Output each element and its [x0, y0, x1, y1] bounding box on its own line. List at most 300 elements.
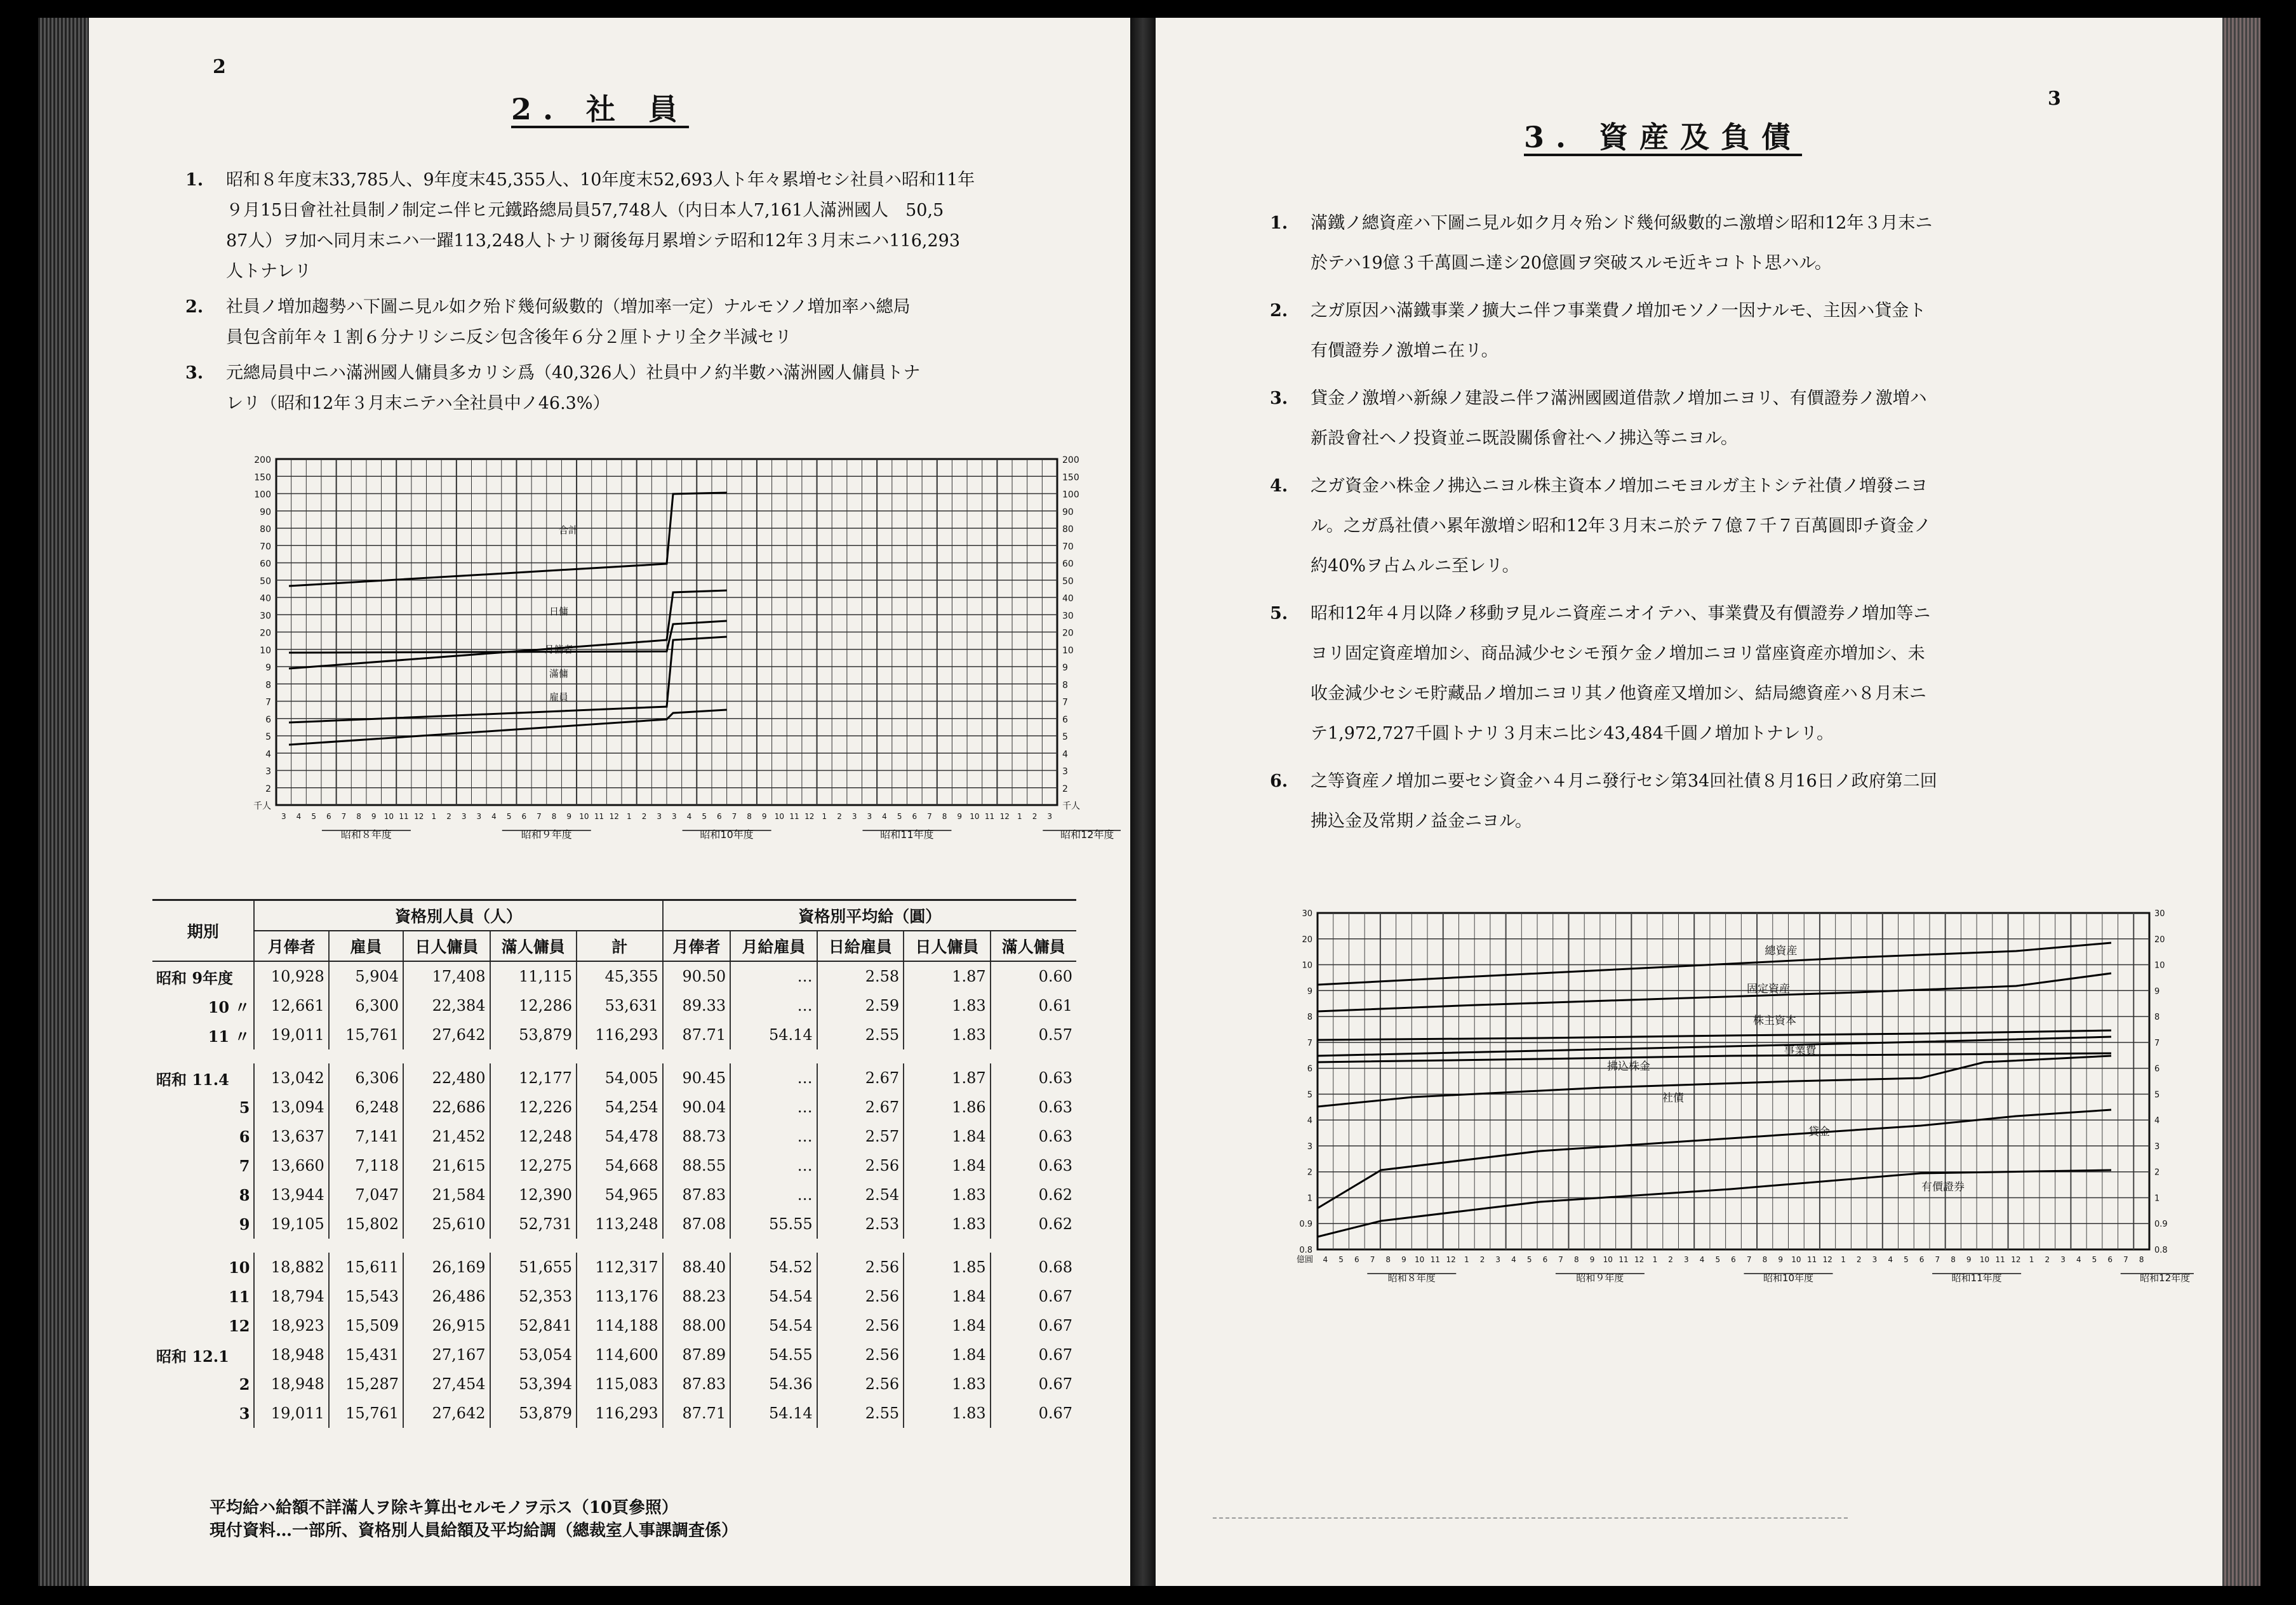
table-cell: 6,306: [329, 1063, 403, 1093]
table-cell: 52,841: [490, 1311, 577, 1340]
paragraph-3: [1270, 378, 2121, 458]
table-cell: 54.54: [730, 1311, 817, 1340]
table-row: [152, 1151, 1076, 1180]
month-tick: 1: [822, 812, 827, 821]
month-tick: 2: [1479, 1255, 1485, 1264]
table-cell: 88.00: [663, 1311, 731, 1340]
table-cell: 13,637: [254, 1122, 328, 1151]
month-tick: 3: [867, 812, 872, 821]
table-cell: 54.52: [730, 1253, 817, 1282]
paragraph-text: [1311, 203, 1932, 283]
table-cell: 2.56: [817, 1311, 904, 1340]
month-tick: 11: [399, 812, 409, 821]
table-cell: 54,668: [577, 1151, 663, 1180]
period-label: 昭和12年度: [1060, 829, 1114, 841]
table-cell: 2.57: [817, 1122, 904, 1151]
axis-tick-left: 1: [1307, 1194, 1312, 1204]
table-cell: 1.83: [904, 1399, 990, 1428]
row-label: 昭和 12.1: [156, 1347, 229, 1366]
axis-tick-right: 0.9: [2154, 1220, 2168, 1230]
table-row: [152, 1369, 1076, 1399]
month-tick: 9: [1401, 1255, 1406, 1264]
table-cell: 15,802: [329, 1209, 403, 1239]
month-tick: 4: [491, 812, 497, 821]
table-cell: 55.55: [730, 1209, 817, 1239]
month-tick: 6: [716, 812, 722, 821]
axis-tick-right: 4: [1062, 749, 1068, 760]
table-cell: 12,286: [490, 991, 577, 1020]
month-tick: 1: [627, 812, 632, 821]
table-cell: 1.83: [904, 991, 990, 1020]
period-label: 昭和11年度: [1951, 1272, 2002, 1284]
table-cell: 2.67: [817, 1093, 904, 1122]
month-tick: 7: [1746, 1255, 1752, 1264]
month-tick: 10: [384, 812, 394, 821]
axis-tick-right: 20: [1062, 628, 1074, 639]
text-line: 收金減少セシモ貯藏品ノ増加ニヨリ其ノ他資産又増加シ、結局總資産ハ８月末ニ: [1311, 684, 1926, 703]
table-cell: 87.89: [663, 1340, 731, 1369]
table-cell: 87.83: [663, 1180, 731, 1209]
table-cell: 12,390: [490, 1180, 577, 1209]
table-cell: 54,005: [577, 1063, 663, 1093]
row-label: 10 〃: [208, 997, 250, 1016]
paragraph-3: [185, 358, 1087, 419]
table-row: [152, 961, 1076, 991]
table-cell: 27,454: [403, 1369, 490, 1399]
axis-tick-right: 8: [2154, 1013, 2160, 1023]
month-tick: 9: [371, 812, 377, 821]
axis-tick-right: 10: [2154, 961, 2165, 971]
axis-tick-right: 0.8: [2154, 1246, 2168, 1255]
month-tick: 9: [1589, 1255, 1595, 1264]
month-tick: 8: [356, 812, 361, 821]
table-cell: 2.55: [817, 1020, 904, 1049]
month-tick: 3: [461, 812, 467, 821]
month-tick: 4: [882, 812, 887, 821]
paragraph-1: [185, 165, 1087, 287]
month-tick: 9: [1778, 1255, 1783, 1264]
month-tick: 1: [2029, 1255, 2034, 1264]
month-tick: 7: [341, 812, 347, 821]
table-cell: 52,353: [490, 1282, 577, 1311]
axis-tick-right: 9: [1062, 663, 1068, 673]
text-line: 有價證券ノ激増ニ在リ。: [1311, 341, 1498, 361]
text-line: ル。之ガ爲社債ハ累年激増シ昭和12年３月末ニ於テ７億７千７百萬圓即チ資金ノ: [1311, 516, 1932, 536]
table-cell: 13,094: [254, 1093, 328, 1122]
month-tick: 7: [2123, 1255, 2128, 1264]
table-cell: 15,431: [329, 1340, 403, 1369]
table-cell: 1.85: [904, 1253, 990, 1282]
month-tick: 7: [537, 812, 542, 821]
group-header-staff: 資格別人員（人）: [254, 900, 662, 931]
table-cell: 52,731: [490, 1209, 577, 1239]
table-cell: 0.63: [991, 1063, 1076, 1093]
table-cell: 7,047: [329, 1180, 403, 1209]
row-label: 11 〃: [208, 1027, 250, 1046]
table-row: [152, 1020, 1076, 1049]
month-tick: 2: [1032, 812, 1038, 821]
row-label: 11: [229, 1287, 250, 1306]
axis-tick-right: 3: [2154, 1142, 2160, 1152]
table-cell: 1.83: [904, 1020, 990, 1049]
axis-tick-left: 千人: [253, 801, 271, 811]
axis-tick-right: 7: [1062, 697, 1068, 708]
text-line: 之ガ資金ハ株金ノ拂込ニヨル株主資本ノ増加ニモヨルガ主トシテ社債ノ増發ニヨ: [1311, 476, 1928, 496]
month-tick: 8: [1762, 1255, 1768, 1264]
axis-tick-left: 3: [1307, 1142, 1312, 1152]
series-label: 雇員: [549, 691, 569, 703]
text-line: 貸金ノ激増ハ新線ノ建設ニ伴フ滿洲國國道借款ノ増加ニヨリ、有價證券ノ激増ハ: [1311, 389, 1927, 408]
table-cell: …: [730, 1063, 817, 1093]
table-cell: 2.59: [817, 991, 904, 1020]
table-cell: 15,509: [329, 1311, 403, 1340]
table-cell: 13,042: [254, 1063, 328, 1093]
axis-tick-right: 90: [1062, 507, 1074, 517]
table-cell: 0.68: [991, 1253, 1076, 1282]
period-label: 昭和９年度: [1576, 1272, 1624, 1284]
period-label: 昭和８年度: [340, 829, 392, 841]
series-line: [289, 590, 727, 669]
month-tick: 7: [731, 812, 737, 821]
table-row: [152, 1399, 1076, 1428]
page-title: 3. 資産及負債: [1524, 120, 1803, 154]
row-label: 2: [239, 1375, 250, 1394]
table-cell: 22,686: [403, 1093, 490, 1122]
month-tick: 5: [311, 812, 316, 821]
text-line: 之等資産ノ増加ニ要セシ資金ハ４月ニ發行セシ第34回社債８月16日ノ政府第二回: [1311, 771, 1937, 791]
month-tick: 9: [566, 812, 572, 821]
table-cell: 27,167: [403, 1340, 490, 1369]
table-cell: 0.60: [991, 961, 1076, 991]
table-cell: 116,293: [577, 1399, 663, 1428]
table-cell: 0.67: [991, 1340, 1076, 1369]
table-cell: 1.83: [904, 1369, 990, 1399]
footer-rule: [1213, 1517, 1848, 1519]
table-cell: 12,248: [490, 1122, 577, 1151]
month-tick: 1: [1017, 812, 1022, 821]
month-tick: 6: [521, 812, 527, 821]
table-cell: 112,317: [577, 1253, 663, 1282]
axis-tick-right: 60: [1062, 559, 1074, 569]
table-cell: 0.61: [991, 991, 1076, 1020]
assets-line-chart: [1286, 903, 2194, 1310]
axis-tick-left: 7: [265, 697, 271, 708]
table-cell: …: [730, 1093, 817, 1122]
col-header: 日人傭員: [904, 931, 990, 961]
col-header: 計: [577, 931, 663, 961]
text-line: 昭和８年度末33,785人、9年度末45,355人、10年度末52,693人ト年々累増セシ社員ハ昭和11年: [226, 170, 975, 190]
axis-tick-left: 8: [1307, 1013, 1312, 1023]
text-line: 新設會社ヘノ投資並ニ既設關係會社ヘノ拂込等ニヨル。: [1311, 429, 1738, 448]
table-cell: 7,141: [329, 1122, 403, 1151]
axis-tick-left: 4: [1307, 1116, 1312, 1126]
table-cell: 1.87: [904, 1063, 990, 1093]
col-header: 月俸者: [254, 931, 328, 961]
month-tick: 5: [506, 812, 512, 821]
month-tick: 2: [641, 812, 647, 821]
month-tick: 5: [2092, 1255, 2097, 1264]
table-row: [152, 1063, 1076, 1093]
table-cell: 53,879: [490, 1020, 577, 1049]
axis-tick-left: 0.8: [1299, 1246, 1312, 1255]
table-cell: 15,761: [329, 1020, 403, 1049]
month-tick: 8: [942, 812, 947, 821]
table-cell: 27,642: [403, 1399, 490, 1428]
month-tick: 6: [912, 812, 918, 821]
month-tick: 4: [686, 812, 692, 821]
table-cell: 90.45: [663, 1063, 731, 1093]
table-cell: 89.33: [663, 991, 731, 1020]
paragraph-4: [1270, 466, 2121, 586]
left-page: [89, 18, 1130, 1586]
axis-tick-left: 80: [260, 524, 271, 535]
table-cell: 53,879: [490, 1399, 577, 1428]
table-cell: 54,965: [577, 1180, 663, 1209]
axis-tick-left: 200: [254, 455, 271, 465]
axis-tick-right: 20: [2154, 935, 2165, 945]
axis-tick-right: 150: [1062, 472, 1079, 483]
axis-tick-left: 0.9: [1299, 1220, 1312, 1230]
row-label: 3: [239, 1404, 250, 1423]
month-tick: 1: [431, 812, 437, 821]
month-tick: 6: [326, 812, 331, 821]
table-cell: 2.56: [817, 1340, 904, 1369]
period-label: 昭和10年度: [700, 829, 754, 841]
table-cell: 0.67: [991, 1399, 1076, 1428]
month-tick: 8: [747, 812, 752, 821]
series-label: 日傭: [549, 606, 569, 617]
text-line: 於テハ19億３千萬圓ニ達シ20億圓ヲ突破スルモ近キコトト思ハル。: [1311, 253, 1832, 273]
axis-tick-right: 6: [1062, 714, 1068, 725]
month-tick: 10: [970, 812, 980, 821]
series-label: 總資産: [1765, 945, 1798, 957]
table-cell: 18,794: [254, 1282, 328, 1311]
month-tick: 7: [1370, 1255, 1375, 1264]
series-label: 滿傭: [549, 668, 569, 679]
paragraph-text: [1311, 378, 1927, 458]
axis-tick-right: 7: [2154, 1038, 2160, 1048]
paragraph-6: [1270, 761, 2121, 841]
table-cell: 53,631: [577, 991, 663, 1020]
table-cell: 12,226: [490, 1093, 577, 1122]
table-cell: …: [730, 1122, 817, 1151]
month-tick: 9: [1966, 1255, 1972, 1264]
axis-tick-right: 2: [2154, 1168, 2160, 1178]
month-tick: 8: [1574, 1255, 1579, 1264]
text-line: 拂込金及常期ノ益金ニヨル。: [1311, 811, 1532, 831]
paragraph-number: 5.: [1270, 604, 1288, 623]
book-spine: [1130, 18, 1156, 1586]
month-tick: 2: [1668, 1255, 1673, 1264]
month-tick: 11: [1430, 1255, 1441, 1264]
page-number: 3: [2048, 88, 2061, 110]
table-cell: 113,176: [577, 1282, 663, 1311]
table-cell: 113,248: [577, 1209, 663, 1239]
axis-tick-left: 3: [265, 766, 271, 777]
axis-tick-right: 30: [2154, 909, 2165, 919]
row-label: 7: [239, 1156, 250, 1175]
month-tick: 3: [476, 812, 482, 821]
table-cell: 13,944: [254, 1180, 328, 1209]
table-cell: 88.55: [663, 1151, 731, 1180]
table-cell: 2.56: [817, 1151, 904, 1180]
axis-tick-right: 2: [1062, 783, 1068, 794]
series-label: 合計: [558, 524, 578, 536]
axis-tick-left: 90: [260, 507, 271, 517]
table-cell: 22,480: [403, 1063, 490, 1093]
axis-tick-right: 千人: [1062, 801, 1080, 811]
month-tick: 3: [657, 812, 662, 821]
table-cell: …: [730, 1180, 817, 1209]
series-line: [289, 710, 727, 745]
table-cell: 54.14: [730, 1399, 817, 1428]
month-tick: 11: [1806, 1255, 1817, 1264]
month-tick: 12: [609, 812, 619, 821]
axis-tick-right: 6: [2154, 1064, 2160, 1074]
table-cell: 0.62: [991, 1209, 1076, 1239]
month-tick: 5: [702, 812, 707, 821]
axis-tick-left: 30: [1302, 909, 1312, 919]
table-row: [152, 1209, 1076, 1239]
page-title: 2. 社 員: [511, 92, 690, 126]
table-cell: …: [730, 961, 817, 991]
month-tick: 10: [1603, 1255, 1613, 1264]
axis-tick-left: 9: [1307, 987, 1312, 997]
month-tick: 1: [1652, 1255, 1658, 1264]
text-line: テ1,972,727千圓トナリ３月末ニ比シ43,484千圓ノ増加トナレリ。: [1311, 724, 1834, 743]
table-cell: 1.84: [904, 1340, 990, 1369]
text-line: 87人）ヲ加ヘ同月末ニハ一躍113,248人トナリ爾後毎月累増シテ昭和12年３月末ニハ116,293: [226, 231, 961, 251]
series-line: [289, 621, 727, 653]
table-cell: 12,275: [490, 1151, 577, 1180]
series-label: 貸金: [1808, 1126, 1830, 1138]
axis-tick-right: 50: [1062, 576, 1074, 587]
axis-tick-right: 30: [1062, 611, 1074, 622]
table-cell: 19,011: [254, 1399, 328, 1428]
col-header: 日人傭員: [403, 931, 490, 961]
table-row: [152, 1122, 1076, 1151]
axis-tick-left: 150: [254, 472, 271, 483]
paragraph-5: [1270, 594, 2121, 754]
table-cell: 54.36: [730, 1369, 817, 1399]
table-row: [152, 1253, 1076, 1282]
row-label: 10: [229, 1258, 250, 1277]
table-cell: 2.58: [817, 961, 904, 991]
table-cell: 87.71: [663, 1020, 731, 1049]
table-cell: 53,054: [490, 1340, 577, 1369]
series-label: 社債: [1662, 1092, 1684, 1105]
period-label: 昭和11年度: [880, 829, 934, 841]
row-label: 昭和 9年度: [156, 968, 234, 987]
table-cell: 21,615: [403, 1151, 490, 1180]
axis-tick-left: 30: [260, 611, 271, 622]
month-tick: 4: [1888, 1255, 1893, 1264]
paragraph-number: 6.: [1270, 771, 1288, 791]
staff-line-chart: [238, 450, 1121, 881]
table-cell: 11,115: [490, 961, 577, 991]
row-label: 8: [239, 1185, 250, 1204]
axis-tick-left: 5: [1307, 1090, 1312, 1100]
table-cell: 21,584: [403, 1180, 490, 1209]
month-tick: 2: [837, 812, 842, 821]
table-cell: 54,478: [577, 1122, 663, 1151]
axis-tick-right: 80: [1062, 524, 1074, 535]
table-cell: 27,642: [403, 1020, 490, 1049]
table-cell: 18,948: [254, 1340, 328, 1369]
month-tick: 3: [1872, 1255, 1878, 1264]
text-line: 約40%ヲ占ムルニ至レリ。: [1311, 556, 1519, 576]
table-cell: 1.84: [904, 1282, 990, 1311]
paragraph-number: 1.: [185, 170, 204, 190]
table-row: [152, 1282, 1076, 1311]
col-header: 雇員: [329, 931, 403, 961]
axis-tick-right: 70: [1062, 542, 1074, 552]
table-cell: …: [730, 1151, 817, 1180]
table-cell: 2.53: [817, 1209, 904, 1239]
table-cell: 13,660: [254, 1151, 328, 1180]
month-tick: 11: [789, 812, 799, 821]
table-cell: 88.23: [663, 1282, 731, 1311]
month-tick: 7: [927, 812, 932, 821]
paragraph-number: 3.: [1270, 389, 1288, 408]
table-cell: 2.55: [817, 1399, 904, 1428]
series-label: 月傭者: [544, 644, 573, 655]
col-header: 月俸者: [663, 931, 731, 961]
axis-tick-left: 9: [265, 663, 271, 673]
table-cell: 18,923: [254, 1311, 328, 1340]
month-tick: 5: [1904, 1255, 1909, 1264]
month-tick: 5: [897, 812, 902, 821]
text-line: 滿鐵ノ總資産ハ下圖ニ見ル如ク月々殆ンド幾何級數的ニ激増シ昭和12年３月末ニ: [1311, 213, 1933, 233]
axis-tick-left: 5: [265, 732, 271, 742]
month-tick: 5: [1338, 1255, 1344, 1264]
table-cell: 18,882: [254, 1253, 328, 1282]
table-cell: 90.04: [663, 1093, 731, 1122]
table-cell: 19,011: [254, 1020, 328, 1049]
month-tick: 12: [1822, 1255, 1832, 1264]
month-tick: 8: [1951, 1255, 1956, 1264]
axis-tick-right: 100: [1062, 489, 1079, 500]
table-cell: 54.55: [730, 1340, 817, 1369]
axis-tick-left: 6: [1307, 1064, 1312, 1074]
series-label: 事業費: [1784, 1044, 1817, 1057]
table-cell: 88.73: [663, 1122, 731, 1151]
page-number: 2: [213, 56, 226, 78]
group-header-salary: 資格別平均給（圓）: [663, 900, 1076, 931]
table-cell: 54.14: [730, 1020, 817, 1049]
month-tick: 10: [1415, 1255, 1425, 1264]
month-tick: 12: [1634, 1255, 1645, 1264]
month-tick: 3: [672, 812, 677, 821]
month-tick: 3: [1684, 1255, 1689, 1264]
table-cell: 22,384: [403, 991, 490, 1020]
month-tick: 4: [1323, 1255, 1328, 1264]
month-tick: 5: [1715, 1255, 1721, 1264]
axis-tick-left: 6: [265, 714, 271, 725]
table-cell: 12,177: [490, 1063, 577, 1093]
month-tick: 6: [2107, 1255, 2113, 1264]
text-line: 昭和12年４月以降ノ移動ヲ見ルニ資産ニオイテハ、事業費及有價證券ノ増加等ニ: [1311, 604, 1931, 623]
month-tick: 12: [414, 812, 424, 821]
table-cell: 21,452: [403, 1122, 490, 1151]
table-cell: 0.67: [991, 1282, 1076, 1311]
month-tick: 10: [1979, 1255, 1990, 1264]
table-cell: 1.84: [904, 1311, 990, 1340]
table-cell: 0.63: [991, 1151, 1076, 1180]
month-tick: 6: [1542, 1255, 1548, 1264]
axis-tick-right: 5: [1062, 732, 1068, 742]
period-label: 昭和８年度: [1387, 1272, 1436, 1284]
